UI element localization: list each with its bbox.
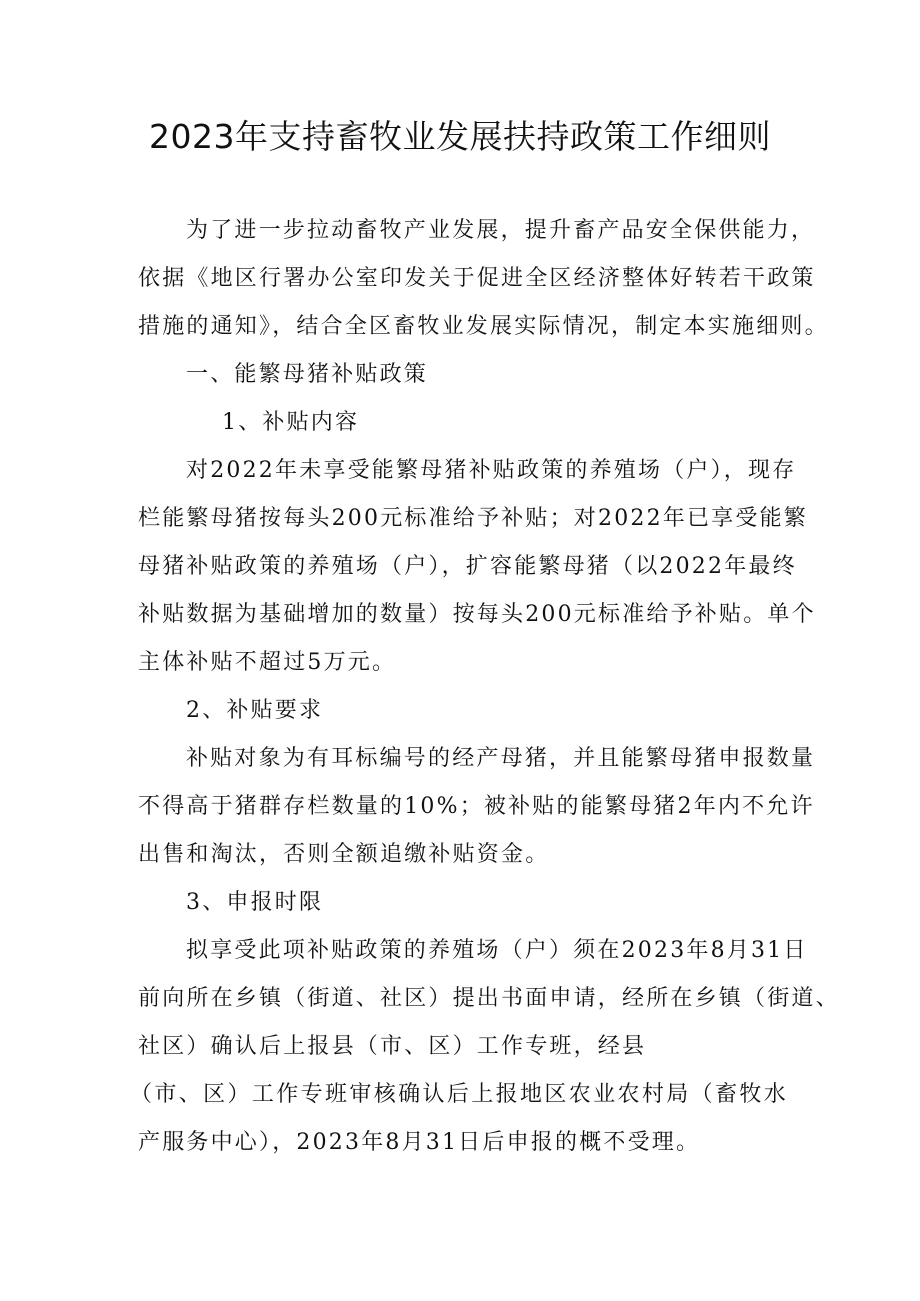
- paragraph-content-line-1: 对2022年未享受能繁母猪补贴政策的养殖场（户），现存: [186, 458, 797, 483]
- paragraph-content-line-3: 母猪补贴政策的养殖场（户），扩容能繁母猪（以2022年最终: [138, 554, 797, 579]
- section-heading-1: 一、能繁母猪补贴政策: [186, 362, 429, 387]
- paragraph-intro-line-1: 为了进一步拉动畜牧产业发展，提升畜产品安全保供能力，: [186, 218, 816, 243]
- paragraph-deadline-line-1: 拟享受此项补贴政策的养殖场（户）须在2023年8月31日: [186, 938, 808, 963]
- paragraph-content-line-5: 主体补贴不超过5万元。: [138, 650, 397, 675]
- paragraph-intro-line-3: 措施的通知》，结合全区畜牧业发展实际情况，制定本实施细则。: [138, 314, 829, 339]
- document-title: 2023年支持畜牧业发展扶持政策工作细则: [149, 117, 771, 156]
- subsection-heading-3: 3、申报时限: [186, 890, 324, 915]
- paragraph-intro-line-2: 依据《地区行署办公室印发关于促进全区经济整体好转若干政策: [138, 266, 816, 291]
- document-body: [130, 207, 840, 1167]
- paragraph-requirements-line-1: 补贴对象为有耳标编号的经产母猪，并且能繁母猪申报数量: [186, 746, 816, 771]
- paragraph-requirements-line-2: 不得高于猪群存栏数量的10%；被补贴的能繁母猪2年内不允许: [138, 794, 815, 819]
- paragraph-deadline-line-3: 社区）确认后上报县（市、区）工作专班，经县: [138, 1034, 647, 1059]
- paragraph-content-line-4: 补贴数据为基础增加的数量）按每头200元标准给予补贴。单个: [138, 602, 816, 627]
- paragraph-requirements-line-3: 出售和淘汰，否则全额追缴补贴资金。: [138, 842, 550, 867]
- paragraph-deadline-line-5: 产服务中心），2023年8月31日后申报的概不受理。: [138, 1130, 701, 1155]
- subsection-heading-2: 2、补贴要求: [186, 698, 324, 723]
- subsection-heading-1: 1、补贴内容: [222, 410, 360, 435]
- paragraph-deadline-line-2: 前向所在乡镇（街道、社区）提出书面申请，经所在乡镇（街道、: [138, 986, 840, 1011]
- paragraph-content-line-2: 栏能繁母猪按每头200元标准给予补贴；对2022年已享受能繁: [138, 506, 808, 531]
- paragraph-deadline-line-4: （市、区）工作专班审核确认后上报地区农业农村局（畜牧水: [130, 1082, 788, 1107]
